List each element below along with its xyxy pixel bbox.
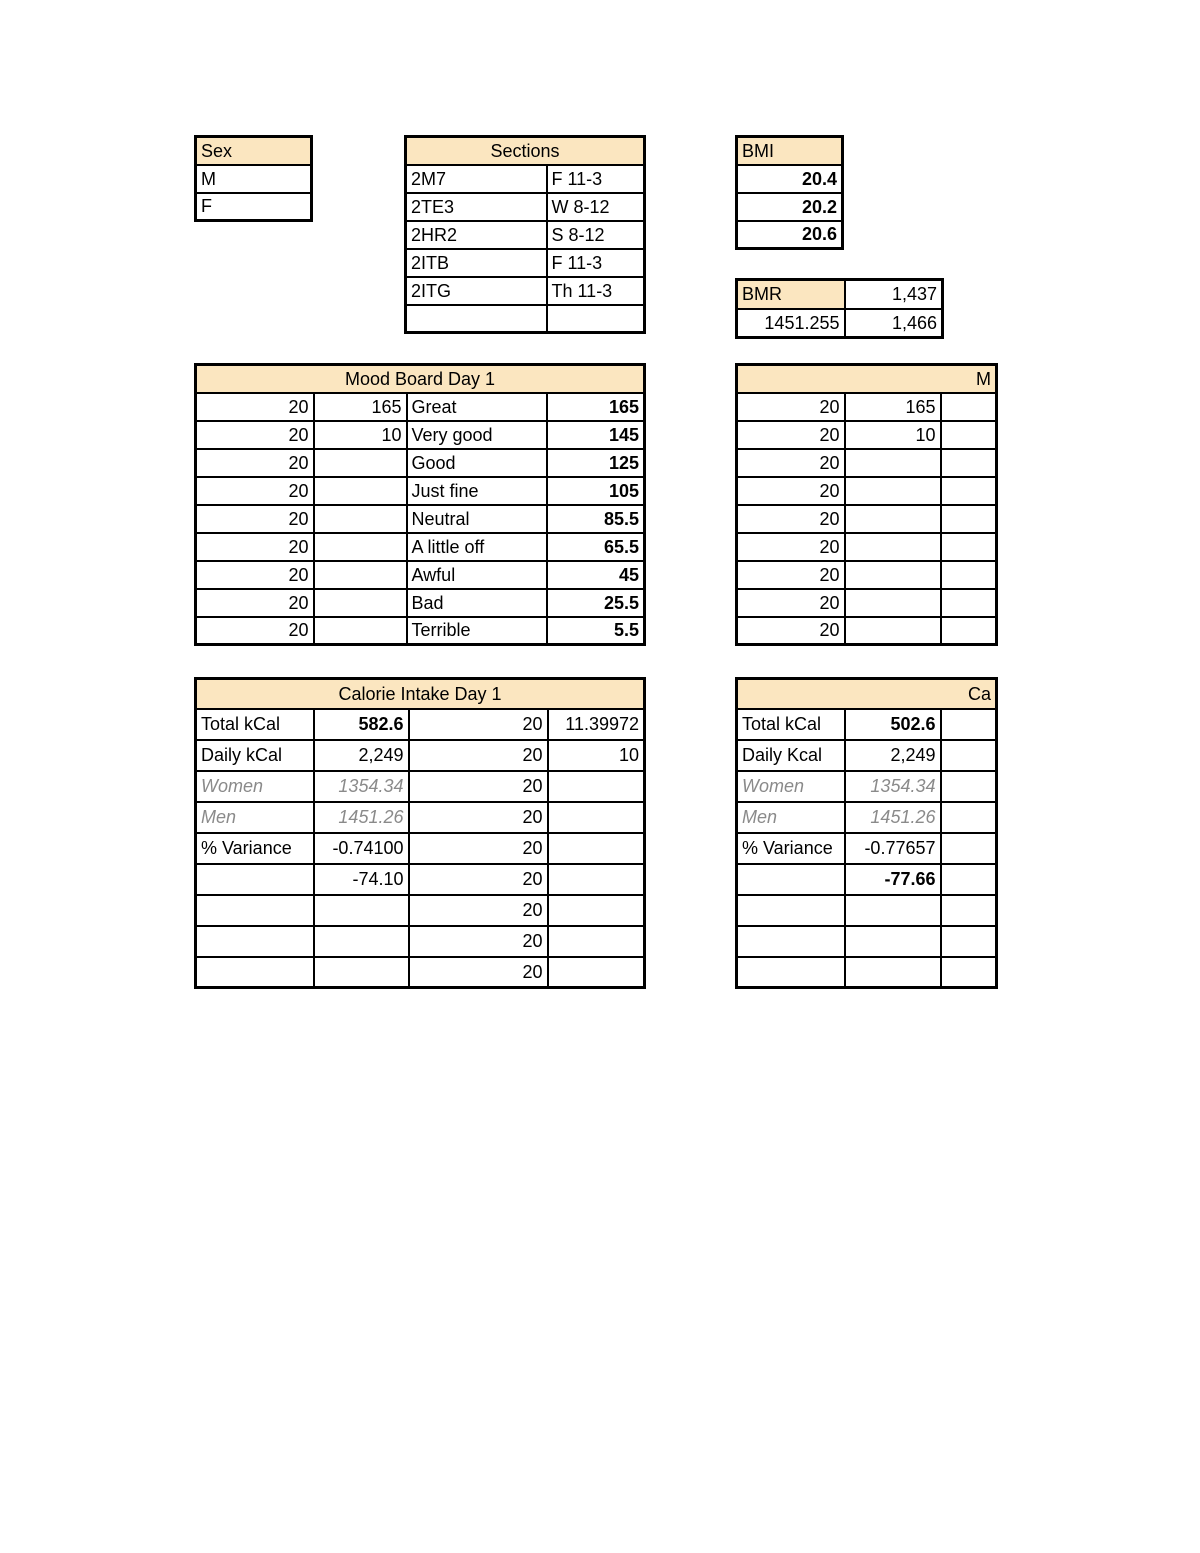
calorie-value[interactable]: 502.6	[845, 709, 941, 740]
mood-cell[interactable]: 20	[737, 561, 845, 589]
calorie-value[interactable]: -0.74100	[314, 833, 409, 864]
mood-cell[interactable]: 20	[737, 589, 845, 617]
calorie-cell[interactable]	[548, 833, 645, 864]
mood-cell[interactable]	[314, 477, 407, 505]
mood-cell[interactable]: 20	[196, 617, 314, 645]
mood-cell[interactable]	[941, 449, 997, 477]
section-time[interactable]: F 11-3	[547, 249, 645, 277]
mood-cell[interactable]	[941, 533, 997, 561]
calorie-cell[interactable]: 20	[409, 833, 548, 864]
calorie-cell[interactable]	[941, 957, 997, 988]
calorie-cell[interactable]	[941, 864, 997, 895]
calorie-label[interactable]	[196, 895, 314, 926]
mood-cell[interactable]: 20	[196, 477, 314, 505]
bmr-header[interactable]: BMR	[737, 280, 845, 309]
mood-cell[interactable]	[314, 561, 407, 589]
mood-cell[interactable]: 20	[737, 449, 845, 477]
mood-score[interactable]: 125	[547, 449, 645, 477]
mood-board-day1-table	[194, 363, 646, 646]
mood-cell[interactable]	[941, 617, 997, 645]
calorie-label[interactable]: Women	[737, 771, 845, 802]
calorie-cell[interactable]	[941, 926, 997, 957]
mood-score[interactable]: 105	[547, 477, 645, 505]
bmr-table	[735, 278, 944, 339]
bmi-value[interactable]: 20.6	[737, 221, 843, 249]
calorie-value[interactable]	[845, 895, 941, 926]
calorie-cell[interactable]	[941, 802, 997, 833]
mood-board-title[interactable]: M	[737, 365, 997, 393]
calorie-value[interactable]: -0.77657	[845, 833, 941, 864]
mood-cell[interactable]: 20	[737, 393, 845, 421]
mood-score[interactable]: 65.5	[547, 533, 645, 561]
mood-cell[interactable]: 20	[196, 449, 314, 477]
mood-cell[interactable]	[845, 617, 941, 645]
calorie-cell[interactable]: 20	[409, 740, 548, 771]
section-code[interactable]: 2ITG	[406, 277, 547, 305]
calorie-label[interactable]	[737, 926, 845, 957]
mood-label[interactable]: Good	[407, 449, 547, 477]
mood-score[interactable]: 45	[547, 561, 645, 589]
mood-cell[interactable]	[845, 449, 941, 477]
mood-cell[interactable]	[941, 393, 997, 421]
sex-header[interactable]: Sex	[196, 137, 312, 165]
mood-cell[interactable]	[845, 477, 941, 505]
calorie-cell[interactable]	[548, 957, 645, 988]
calorie-value[interactable]: 1451.26	[314, 802, 409, 833]
mood-score[interactable]: 5.5	[547, 617, 645, 645]
mood-label[interactable]: Awful	[407, 561, 547, 589]
calorie-cell[interactable]	[548, 895, 645, 926]
calorie-label[interactable]	[196, 926, 314, 957]
calorie-value[interactable]: -77.66	[845, 864, 941, 895]
bmr-value[interactable]: 1451.255	[737, 309, 845, 338]
calorie-label[interactable]	[737, 957, 845, 988]
sections-header[interactable]: Sections	[406, 137, 645, 165]
mood-cell[interactable]: 20	[737, 617, 845, 645]
calorie-label[interactable]: Men	[196, 802, 314, 833]
mood-cell[interactable]: 20	[737, 421, 845, 449]
mood-score[interactable]: 85.5	[547, 505, 645, 533]
section-code[interactable]: 2TE3	[406, 193, 547, 221]
sex-cell[interactable]: F	[196, 193, 312, 221]
mood-label[interactable]: Bad	[407, 589, 547, 617]
calorie-label[interactable]	[737, 895, 845, 926]
mood-cell[interactable]: 20	[737, 505, 845, 533]
calorie-label[interactable]: Total kCal	[737, 709, 845, 740]
calorie-value[interactable]	[314, 926, 409, 957]
calorie-cell[interactable]	[548, 802, 645, 833]
mood-cell[interactable]: 165	[314, 393, 407, 421]
calorie-cell[interactable]: 20	[409, 957, 548, 988]
calorie-value[interactable]: 2,249	[845, 740, 941, 771]
mood-board-day2-table	[735, 363, 998, 646]
calorie-label[interactable]: Daily kCal	[196, 740, 314, 771]
section-code[interactable]: 2HR2	[406, 221, 547, 249]
calorie-cell[interactable]: 20	[409, 709, 548, 740]
mood-cell[interactable]	[845, 589, 941, 617]
bmr-value[interactable]: 1,466	[845, 309, 943, 338]
mood-label[interactable]: Great	[407, 393, 547, 421]
calorie-cell[interactable]	[548, 864, 645, 895]
calorie-cell[interactable]: 20	[409, 926, 548, 957]
mood-score[interactable]: 145	[547, 421, 645, 449]
mood-cell[interactable]: 20	[196, 421, 314, 449]
mood-label[interactable]: Neutral	[407, 505, 547, 533]
mood-cell[interactable]	[941, 421, 997, 449]
calorie-cell[interactable]: 10	[548, 740, 645, 771]
mood-cell[interactable]	[941, 477, 997, 505]
mood-cell[interactable]	[941, 589, 997, 617]
calorie-label[interactable]: Daily Kcal	[737, 740, 845, 771]
calorie-label[interactable]	[196, 864, 314, 895]
mood-label[interactable]: Just fine	[407, 477, 547, 505]
calorie-cell[interactable]	[941, 771, 997, 802]
calorie-label[interactable]: % Variance	[737, 833, 845, 864]
calorie-value[interactable]	[314, 895, 409, 926]
calorie-label[interactable]: % Variance	[196, 833, 314, 864]
mood-score[interactable]: 25.5	[547, 589, 645, 617]
calorie-cell[interactable]: 20	[409, 895, 548, 926]
calorie-intake-day1-table	[194, 677, 646, 989]
mood-cell[interactable]	[314, 589, 407, 617]
mood-board-day2-clip	[735, 363, 992, 654]
calorie-value[interactable]: -74.10	[314, 864, 409, 895]
section-code[interactable]: 2M7	[406, 165, 547, 193]
mood-cell[interactable]: 165	[845, 393, 941, 421]
section-time[interactable]: F 11-3	[547, 165, 645, 193]
calorie-value[interactable]: 1354.34	[314, 771, 409, 802]
calorie-cell[interactable]	[941, 833, 997, 864]
calorie-value[interactable]	[845, 957, 941, 988]
calorie-intake-day2-clip	[735, 677, 992, 993]
calorie-value[interactable]	[314, 957, 409, 988]
calorie-value[interactable]: 2,249	[314, 740, 409, 771]
section-code[interactable]: 2ITB	[406, 249, 547, 277]
mood-cell[interactable]: 20	[196, 589, 314, 617]
section-time[interactable]: W 8-12	[547, 193, 645, 221]
mood-cell[interactable]: 20	[196, 393, 314, 421]
section-time[interactable]: S 8-12	[547, 221, 645, 249]
calorie-intake-day2-table	[735, 677, 998, 989]
calorie-label[interactable]: Women	[196, 771, 314, 802]
mood-cell[interactable]: 10	[314, 421, 407, 449]
section-code[interactable]	[406, 305, 547, 333]
mood-cell[interactable]: 20	[737, 533, 845, 561]
calorie-cell[interactable]: 20	[409, 864, 548, 895]
mood-score[interactable]: 165	[547, 393, 645, 421]
section-time[interactable]: Th 11-3	[547, 277, 645, 305]
mood-cell[interactable]	[314, 449, 407, 477]
mood-label[interactable]: A little off	[407, 533, 547, 561]
calorie-value[interactable]	[845, 926, 941, 957]
calorie-value[interactable]: 1451.26	[845, 802, 941, 833]
mood-cell[interactable]	[845, 561, 941, 589]
mood-cell[interactable]	[314, 505, 407, 533]
sex-cell[interactable]: M	[196, 165, 312, 193]
mood-cell[interactable]	[941, 561, 997, 589]
mood-label[interactable]: Very good	[407, 421, 547, 449]
section-time[interactable]	[547, 305, 645, 333]
calorie-cell[interactable]: 20	[409, 771, 548, 802]
calorie-cell[interactable]: 20	[409, 802, 548, 833]
mood-cell[interactable]	[941, 505, 997, 533]
mood-cell[interactable]: 10	[845, 421, 941, 449]
sections-table	[404, 135, 646, 334]
mood-cell[interactable]: 20	[737, 477, 845, 505]
calorie-value[interactable]: 1354.34	[845, 771, 941, 802]
bmi-value[interactable]: 20.4	[737, 165, 843, 193]
calorie-cell[interactable]	[548, 926, 645, 957]
calorie-cell[interactable]	[548, 771, 645, 802]
mood-cell[interactable]	[314, 617, 407, 645]
sex-table	[194, 135, 313, 222]
mood-cell[interactable]	[845, 533, 941, 561]
calorie-label[interactable]: Total kCal	[196, 709, 314, 740]
bmi-value[interactable]: 20.2	[737, 193, 843, 221]
calorie-value[interactable]: 582.6	[314, 709, 409, 740]
calorie-label[interactable]: Men	[737, 802, 845, 833]
mood-cell[interactable]: 20	[196, 561, 314, 589]
calorie-cell[interactable]	[941, 740, 997, 771]
bmi-header[interactable]: BMI	[737, 137, 843, 165]
mood-cell[interactable]	[314, 533, 407, 561]
calorie-cell[interactable]: 11.39972	[548, 709, 645, 740]
mood-cell[interactable]: 20	[196, 505, 314, 533]
mood-label[interactable]: Terrible	[407, 617, 547, 645]
mood-cell[interactable]	[845, 505, 941, 533]
bmi-table	[735, 135, 844, 250]
calorie-label[interactable]	[737, 864, 845, 895]
calorie-intake-title[interactable]: Ca	[737, 679, 997, 709]
mood-cell[interactable]: 20	[196, 533, 314, 561]
mood-board-title[interactable]: Mood Board Day 1	[196, 365, 645, 393]
calorie-cell[interactable]	[941, 709, 997, 740]
bmr-header-value[interactable]: 1,437	[845, 280, 943, 309]
calorie-intake-title[interactable]: Calorie Intake Day 1	[196, 679, 645, 709]
calorie-cell[interactable]	[941, 895, 997, 926]
calorie-label[interactable]	[196, 957, 314, 988]
